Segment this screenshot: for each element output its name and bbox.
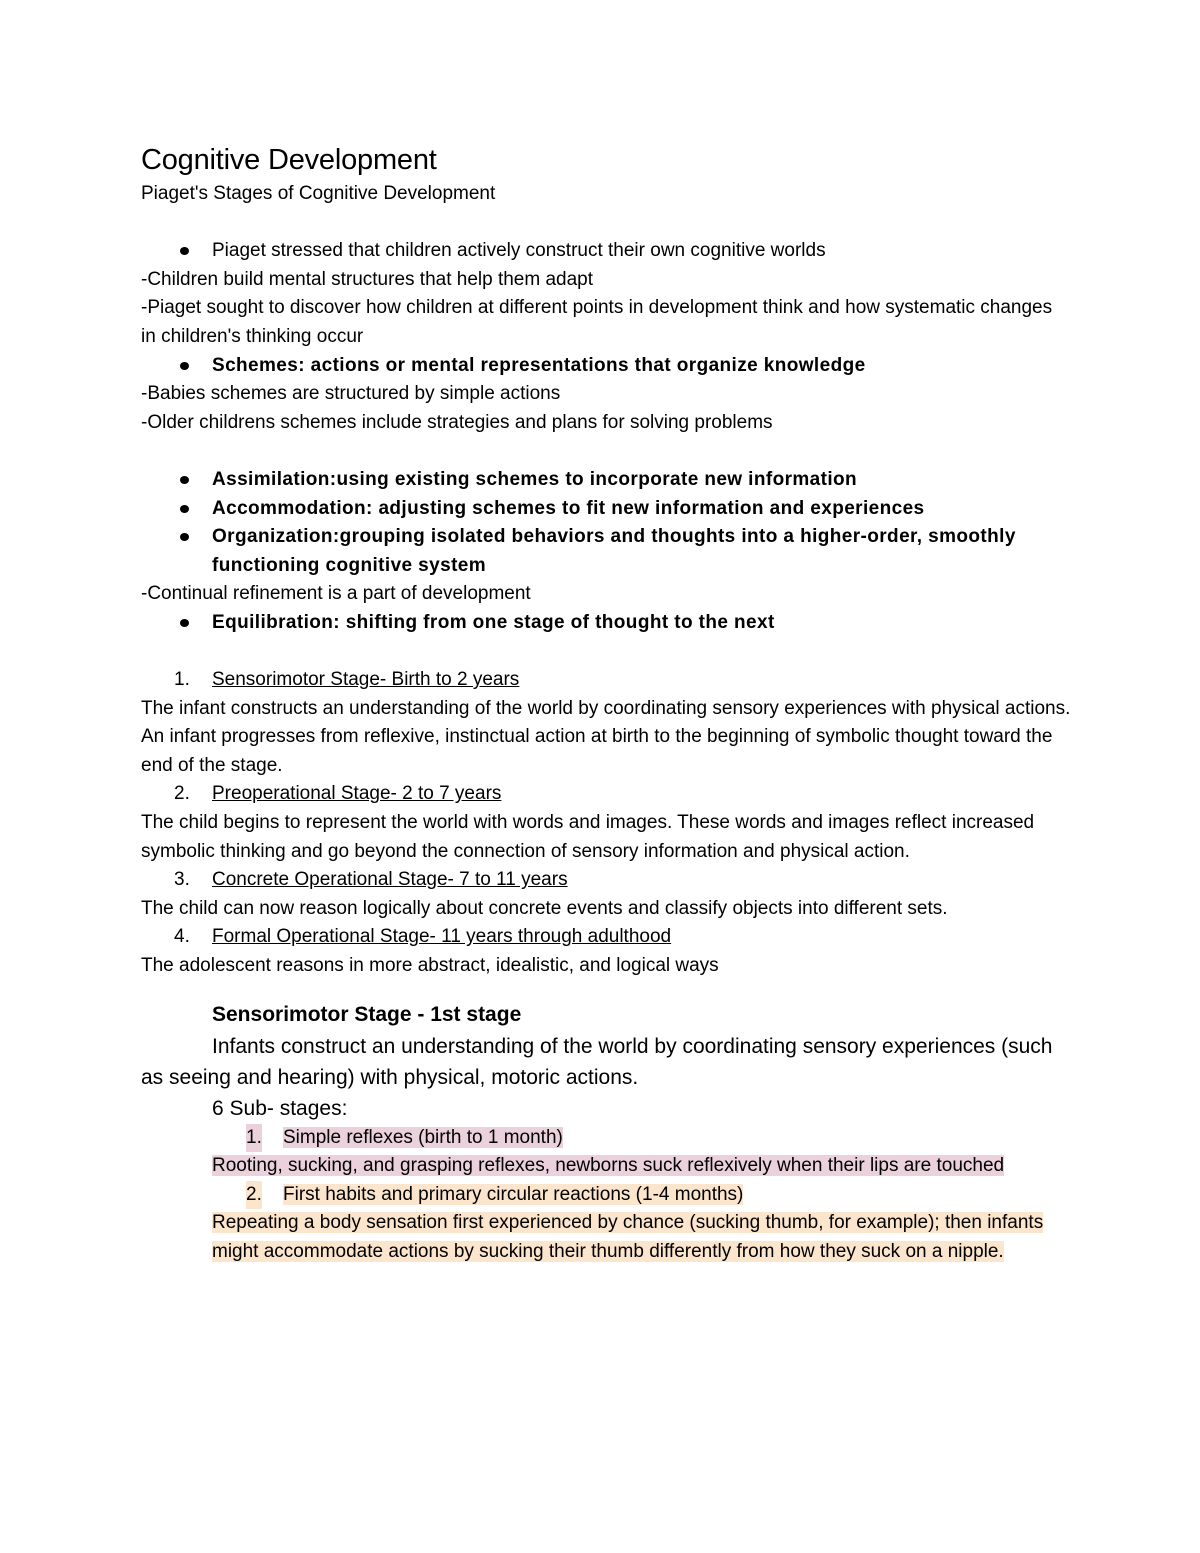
bullet-text: Assimilation:using existing schemes to incorporate new information bbox=[212, 468, 858, 490]
substage-title: Simple reflexes (birth to 1 month) bbox=[283, 1126, 563, 1148]
note-line: -Children build mental structures that help them adapt bbox=[141, 268, 594, 290]
substage-description bbox=[212, 1209, 1071, 1266]
bullet-dot-icon bbox=[180, 533, 189, 541]
note-line: -Continual refinement is a part of development bbox=[141, 583, 531, 605]
blank-line bbox=[141, 638, 1071, 667]
stage-heading bbox=[141, 666, 1071, 695]
bullet-text: Equilibration: shifting from one stage of thought to the next bbox=[212, 611, 775, 633]
section-heading: Sensorimotor Stage - 1st stage bbox=[212, 1002, 522, 1026]
bullet-text: Organization:grouping isolated behaviors and thoughts into a higher-order, smoothly functioning cognitive system bbox=[212, 526, 1016, 576]
stage-title: Sensorimotor Stage- Birth to 2 years bbox=[212, 669, 520, 691]
substage-heading bbox=[212, 1181, 1071, 1210]
stage-number: 2. bbox=[174, 783, 190, 805]
stage-heading bbox=[141, 923, 1071, 952]
bullet-dot-icon bbox=[180, 247, 189, 255]
bullet-dot-icon bbox=[180, 476, 189, 484]
stage-number: 1. bbox=[174, 669, 190, 691]
stage-heading bbox=[141, 780, 1071, 809]
stage-title: Concrete Operational Stage- 7 to 11 years bbox=[212, 869, 568, 891]
bullet-item bbox=[141, 609, 1071, 638]
substage-description bbox=[212, 1152, 1071, 1181]
document-title: Cognitive Development bbox=[141, 144, 437, 176]
stage-description: The infant constructs an understanding of the world by coordinating sensory experiences with physical actions. An infant progresses from reflexive, instinctual action at birth to the beginning of symbolic thought toward the end of the stage. bbox=[141, 697, 1071, 776]
bullet-text: Accommodation: adjusting schemes to fit new information and experiences bbox=[212, 497, 925, 519]
substage-number: 2. bbox=[246, 1181, 262, 1210]
bullet-dot-icon bbox=[180, 362, 189, 370]
stage-number: 3. bbox=[174, 869, 190, 891]
bullet-text: Schemes: actions or mental representations that organize knowledge bbox=[212, 354, 866, 376]
note-line: -Older childrens schemes include strategies and plans for solving problems bbox=[141, 411, 773, 433]
document-subtitle: Piaget's Stages of Cognitive Development bbox=[141, 183, 496, 204]
substage-text: Rooting, sucking, and grasping reflexes, newborns suck reflexively when their lips are touched bbox=[212, 1155, 1005, 1177]
substage-number: 1. bbox=[246, 1124, 262, 1153]
bullet-item bbox=[141, 352, 1071, 381]
substage-heading bbox=[212, 1124, 1071, 1153]
substages-label: 6 Sub- stages: bbox=[212, 1096, 348, 1120]
stage-title: Preoperational Stage- 2 to 7 years bbox=[212, 783, 502, 805]
section-intro: Infants construct an understanding of the world by coordinating sensory experiences (such as seeing and hearing) with physical, motoric actions. bbox=[141, 1034, 1053, 1089]
bullet-dot-icon bbox=[180, 505, 189, 513]
bullet-dot-icon bbox=[180, 619, 189, 627]
stage-description: The child can now reason logically about concrete events and classify objects into different sets. bbox=[141, 897, 948, 919]
bullet-text: Piaget stressed that children actively construct their own cognitive worlds bbox=[212, 240, 826, 262]
bullet-item bbox=[141, 495, 1071, 524]
substage-title: First habits and primary circular reactions (1-4 months) bbox=[283, 1183, 744, 1205]
blank-line bbox=[141, 437, 1071, 466]
stage-number: 4. bbox=[174, 926, 190, 948]
bullet-item bbox=[141, 523, 1071, 580]
stage-title: Formal Operational Stage- 11 years through adulthood bbox=[212, 926, 672, 948]
stage-description: The child begins to represent the world with words and images. These words and images reflect increased symbolic thinking and go beyond the connection of sensory information and physical action. bbox=[141, 812, 1035, 862]
substage-text: Repeating a body sensation first experienced by chance (sucking thumb, for example); then infants might accommodate actions by sucking their thumb differently from how they suck on a nipple. bbox=[212, 1212, 1044, 1262]
bullet-item bbox=[141, 466, 1071, 495]
stage-heading bbox=[141, 866, 1071, 895]
note-line: -Babies schemes are structured by simple actions bbox=[141, 383, 561, 405]
note-line: -Piaget sought to discover how children at different points in development think and how systematic changes in children's thinking occur bbox=[141, 297, 1053, 347]
bullet-item bbox=[141, 237, 1071, 266]
stage-description: The adolescent reasons in more abstract, idealistic, and logical ways bbox=[141, 955, 719, 977]
document-body bbox=[141, 140, 1071, 1267]
